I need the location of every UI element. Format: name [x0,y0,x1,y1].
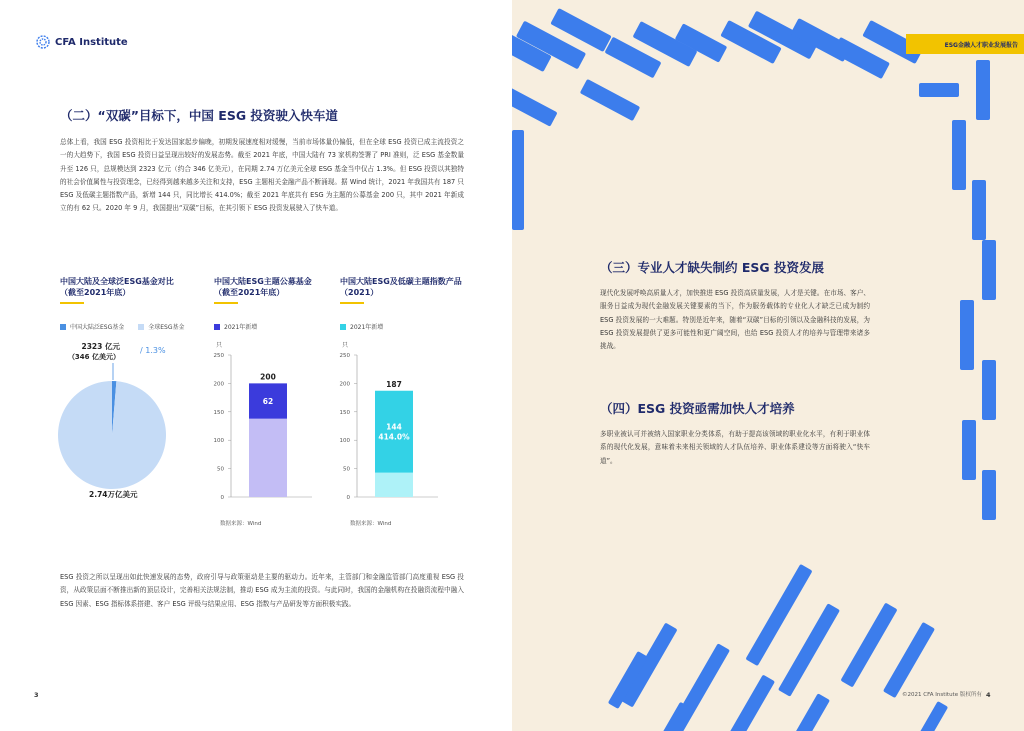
y-tick-label: 100 [213,438,224,445]
decor-stripe [908,701,948,731]
decor-stripe [976,60,990,120]
chart2-title [214,276,312,298]
chart2-title-line1: 中国大陆ESG主题公募基金 [214,277,312,286]
y-tick-label: 250 [213,353,224,359]
chart3-title-line2: （2021） [340,288,379,297]
source-note: 数据来源：Wind [220,521,262,527]
source-note: 数据来源：Wind [350,521,392,527]
right-page [512,0,1024,731]
legend-label-global: 全球ESG基金 [148,324,185,331]
legend-swatch-new [340,324,346,330]
pie-label-global: 2.74万亿美元 [89,490,138,499]
decor-stripe [982,360,996,420]
chart1-title [60,276,174,298]
pie-label-value: 2323 亿元 [81,342,120,351]
chart2-title-line2: （截至2021年底） [214,288,285,297]
pie-label-sub: （346 亿美元） [67,353,120,361]
chart3-accent-bar [340,302,364,304]
y-tick-label: 250 [339,353,350,359]
legend-swatch-china [60,324,66,330]
section-title-4: （四）ESG 投资亟需加快人才培养 [600,401,795,416]
section-title-2: （二）“双碳”目标下，中国 ESG 投资驶入快车道 [60,108,338,123]
chart3-title [340,276,462,298]
pie-label-pct: / 1.3% [140,346,166,355]
paragraph-1: 总体上看，我国 ESG 投资相比于发达国家起步偏晚，初期发展速度相对缓慢，当前市场体量仍偏低，但在全球 ESG 投资已成主流投资之一的大趋势下，我国 ESG 投资日益呈现出较好的发展态势。截至 2021 年底，中国大陆有 73 家机构签署了 PRI 准则，泛 ESG 基金数量升至 126 只，总规模达到 2323 亿元（约合 346 亿美元），在同期 2.74 万亿美元全球 ESG 基金当中仅占 1.3%。但 ESG 投资以其独特的社会价值属性与投资理念，已经得到越来越多关注和支持，ESG 主题相关金融产品不断涌现。据 Wind 统计，2021 年我国共有 187 只 ESG 及低碳主题指数产品，新增 144 只，同比增长 414.0%；截至 2021 年底共有 ESG 为主题的公募基金 200 只，其中 2021 年新成立的有 62 只。2020 年 9 月，我国提出“双碳”目标，在其引领下 ESG 投资发展驶入了快车道。 [60,138,464,213]
legend-label-new: 2021年新增 [224,324,258,331]
decor-stripe [703,675,775,731]
y-tick-label: 50 [343,466,350,473]
pie-slices [58,381,166,489]
copyright-footer: ©2021 CFA Institute 版权所有 [902,692,982,698]
decor-stripe [840,603,897,688]
y-unit: 只 [342,342,349,349]
paragraph-2: ESG 投资之所以呈现出如此快速发展的态势，政府引导与政策驱动是主要的驱动力。近年来，主管部门和金融监管部门高度重视 ESG 投资，从政策层面不断推出新的顶层设计，完善相关法规法制，推动 ESG 成为主流的投资。与此同时，我国的金融机构在投融资流程中融入 ESG 因素、ESG 指标体系搭建、客户 ESG 评级与结果应用、ESG 指数与产品研发等方面积极实践。 [60,573,464,608]
y-tick-label: 200 [339,381,350,388]
chart3-legend [340,322,383,331]
legend-swatch-global [138,324,144,330]
legend-swatch-new [214,324,220,330]
chart1-title-line2: （截至2021年底） [60,288,131,297]
pie-chart [50,340,180,510]
decor-stripe [962,420,976,480]
header-title: ESG金融人才职业发展报告 [944,42,1018,49]
page-number-left: 3 [34,691,39,699]
section4-text: 多职业被认可并被纳入国家职业分类体系，有助于提高该领域的职业化水平，有利于职业体系的现代化发展，意味着未来相关领域的人才队伍培养、职业体系建设等方面将驶入“快车道”。 [600,430,870,465]
decor-stripe [982,240,996,300]
chart1-title-line1: 中国大陆及全球泛ESG基金对比 [60,277,174,286]
decor-stripe [919,83,959,97]
chart3-title-line1: 中国大陆ESG及低碳主题指数产品 [340,277,462,286]
bar-chart-funds [200,337,320,537]
chart1-accent-bar [60,302,84,304]
decor-stripe [768,693,830,731]
bar-new-label: 144 [386,422,402,432]
bar-total-label: 187 [386,379,402,389]
legend-label-china: 中国大陆泛ESG基金 [70,324,125,331]
decor-stripe [960,300,974,370]
decor-stripe [580,79,640,121]
decor-stripe [512,170,524,230]
cfa-logo [36,35,128,49]
decor-stripe [952,120,966,190]
chart1-legend [60,322,185,331]
chart2-accent-bar [214,302,238,304]
y-unit: 只 [216,342,223,349]
y-tick-label: 0 [220,495,224,501]
y-tick-label: 100 [339,438,350,445]
decor-stripe [982,470,996,520]
logo-text: CFA Institute [55,36,128,48]
page-number-right: 4 [986,691,991,699]
decor-stripe [512,87,558,126]
bar-growth-label: 414.0% [378,432,410,442]
y-tick-label: 200 [213,381,224,388]
decor-stripe [883,622,935,698]
decor-stripe [778,603,840,697]
bar-new-label: 62 [262,397,274,407]
decor-stripe [972,180,986,240]
cfa-globe-icon [36,35,50,49]
y-tick-label: 0 [346,495,350,501]
y-tick-label: 50 [217,466,224,473]
chart2-legend [214,322,257,331]
section3-text: 现代化发展呼唤高质量人才，加快推进 ESG 投资高质量发展，人才是关键。在市场、客户、服务日益成为现代金融发展关键要素的当下，作为服务载体的专业化人才缺乏已成为制约 ESG 投资发展的一大难题。特别是近年来，随着“双碳”目标的引领以及金融科技的发展，为 ESG 投资发展提供了更多可能性和更广阔空间，也给 ESG 投资人才的培养与管理带来诸多挑战。 [600,289,870,351]
bar-chart-index [326,337,456,537]
y-tick-label: 150 [339,409,350,416]
section-title-3: （三）专业人才缺失制约 ESG 投资发展 [600,260,825,275]
bar-total-label: 200 [260,372,276,382]
legend-label-new: 2021年新增 [350,324,384,331]
y-tick-label: 150 [213,409,224,416]
